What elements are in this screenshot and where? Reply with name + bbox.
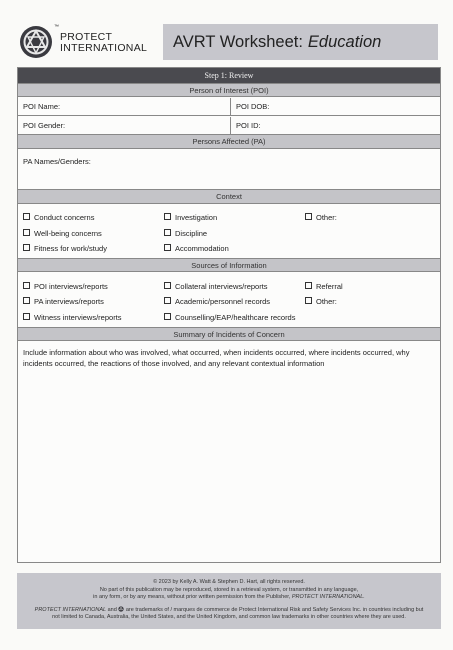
source-option[interactable]: PA interviews/reports: [23, 297, 104, 306]
pa-section-header: Persons Affected (PA): [18, 135, 440, 149]
checkbox-icon: [164, 282, 171, 289]
title-banner: [163, 24, 438, 60]
checkbox-icon: [305, 282, 312, 289]
source-option[interactable]: Other:: [305, 297, 337, 306]
checkbox-icon: [23, 313, 30, 320]
page-subtitle: Education: [307, 32, 382, 51]
checkbox-icon: [164, 297, 171, 304]
checkbox-icon: [305, 297, 312, 304]
checkbox-icon: [23, 297, 30, 304]
pa-names-label: PA Names/Genders:: [23, 157, 91, 166]
context-option[interactable]: Other:: [305, 213, 337, 222]
sources-section-header: Sources of Information: [18, 258, 440, 272]
brand-line-1: PROTECT: [60, 31, 113, 43]
source-option[interactable]: Witness interviews/reports: [23, 313, 122, 322]
source-option[interactable]: Collateral interviews/reports: [164, 282, 268, 291]
context-section-header: Context: [18, 190, 440, 204]
poi-row-2: [18, 117, 440, 135]
checkbox-icon: [164, 213, 171, 220]
context-option[interactable]: Accommodation: [164, 244, 229, 253]
summary-text-area[interactable]: [18, 342, 440, 562]
pa-names-field[interactable]: [18, 150, 440, 190]
context-option[interactable]: Fitness for work/study: [23, 244, 107, 253]
poi-gender-field[interactable]: POI Gender:: [23, 121, 66, 130]
source-option[interactable]: Counselling/EAP/healthcare records: [164, 313, 295, 322]
poi-section-header: Person of Interest (POI): [18, 83, 440, 97]
step-header: Step 1: Review: [18, 68, 440, 83]
poi-id-field[interactable]: POI ID:: [236, 121, 261, 130]
brand-name: [60, 32, 147, 54]
source-option[interactable]: Academic/personnel records: [164, 297, 270, 306]
trademark-text-1: PROTECT INTERNATIONAL and are trademarks of / marques de commerce de Protect International Risk and Safety Services Inc. in countries including but: [34, 606, 424, 613]
sources-options: [18, 273, 440, 327]
trademark-text-2: not limited to Canada, Australia, the United States, and the United Kingdom, and common law trademarks in other countries where they are used.: [52, 614, 406, 620]
context-option[interactable]: Conduct concerns: [23, 213, 94, 222]
context-option[interactable]: Investigation: [164, 213, 217, 222]
footer: [17, 573, 441, 629]
trademark-symbol: ™: [54, 24, 59, 30]
checkbox-icon: [305, 213, 312, 220]
checkbox-icon: [23, 282, 30, 289]
context-option[interactable]: Well-being concerns: [23, 229, 102, 238]
page-title: AVRT Worksheet:: [173, 32, 303, 51]
poi-row-1: [18, 98, 440, 116]
checkbox-icon: [164, 313, 171, 320]
poi-dob-field[interactable]: POI DOB:: [236, 102, 270, 111]
source-option[interactable]: Referral: [305, 282, 343, 291]
protect-logo-icon: [118, 606, 124, 612]
protect-logo-icon: [18, 24, 54, 60]
summary-instructions: Include information about who was involved, what occurred, when incidents occurred, where incidents occurred, why incidents occurred, the reactions of those involved, and any relevant contextual information: [23, 348, 410, 368]
context-options: [18, 205, 440, 257]
poi-name-field[interactable]: POI Name:: [23, 102, 61, 111]
worksheet-form: [17, 67, 441, 563]
checkbox-icon: [23, 244, 30, 251]
rights-text-1: No part of this publication may be reproduced, stored in a retrieval system, or transmitted in any language,: [99, 586, 359, 593]
source-option[interactable]: POI interviews/reports: [23, 282, 108, 291]
checkbox-icon: [164, 229, 171, 236]
brand-logo: [18, 24, 158, 64]
context-option[interactable]: Discipline: [164, 229, 207, 238]
checkbox-icon: [23, 229, 30, 236]
brand-line-2: INTERNATIONAL: [60, 42, 148, 54]
checkbox-icon: [164, 244, 171, 251]
copyright-text: © 2023 by Kelly A. Watt & Stephen D. Hart, all rights reserved.: [153, 579, 305, 585]
checkbox-icon: [23, 213, 30, 220]
rights-text-2: in any form, or by any means, without prior written permission from the Publisher, PROTECT INTERNATIONAL.: [93, 594, 365, 600]
summary-section-header: Summary of Incidents of Concern: [18, 327, 440, 341]
